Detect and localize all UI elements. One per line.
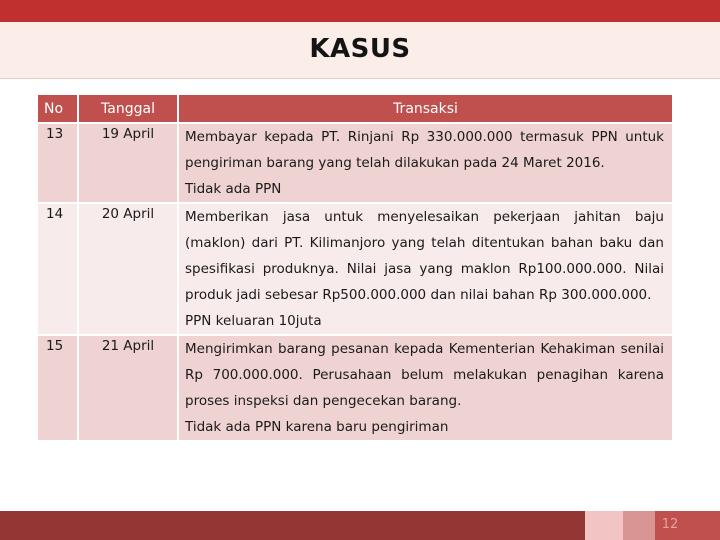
header-transaksi: Transaksi bbox=[178, 95, 672, 123]
row-no-value: 15 bbox=[46, 338, 64, 354]
page-title: KASUS bbox=[309, 34, 411, 64]
footer-block-dark bbox=[0, 511, 585, 540]
top-accent-bar bbox=[0, 0, 720, 22]
row-date bbox=[78, 203, 178, 335]
page-number: 12 bbox=[661, 517, 679, 532]
row-date bbox=[78, 335, 178, 440]
transaction-text: Memberikan jasa untuk menyelesaikan pekerjaan jahitan baju (maklon) dari PT. Kilimanjoro yang telah ditentukan bahan baku dan spesifikasi produknya. Nilai jasa yang maklon Rp100.000.000. Nilai produk jadi sebesar Rp500.000.000 dan nilai bahan Rp 300.000.000. bbox=[185, 209, 664, 303]
row-transaction bbox=[178, 203, 672, 335]
transactions-table bbox=[38, 95, 672, 440]
header-tanggal: Tanggal bbox=[78, 95, 178, 123]
table-row bbox=[38, 335, 672, 440]
row-transaction bbox=[178, 123, 672, 203]
transaction-note: Tidak ada PPN bbox=[185, 181, 282, 197]
row-date bbox=[78, 123, 178, 203]
row-date-value: 19 April bbox=[101, 126, 155, 142]
footer-strip bbox=[0, 511, 720, 540]
row-transaction bbox=[178, 335, 672, 440]
transaction-text: Mengirimkan barang pesanan kepada Kementerian Kehakiman senilai Rp 700.000.000. Perusahaan belum melakukan penagihan karena proses inspeksi dan pengecekan barang. bbox=[185, 341, 664, 409]
transaction-note: Tidak ada PPN karena baru pengiriman bbox=[185, 419, 449, 435]
table-row bbox=[38, 203, 672, 335]
row-no bbox=[38, 335, 78, 440]
row-date-value: 20 April bbox=[101, 206, 155, 222]
row-no-value: 14 bbox=[46, 206, 64, 222]
table-header-row bbox=[38, 95, 672, 123]
transaction-note: PPN keluaran 10juta bbox=[185, 313, 322, 329]
transaction-text: Membayar kepada PT. Rinjani Rp 330.000.000 termasuk PPN untuk pengiriman barang yang telah dilakukan pada 24 Maret 2016. bbox=[185, 129, 664, 171]
row-date-value: 21 April bbox=[101, 338, 155, 354]
header-no: No bbox=[38, 95, 78, 123]
row-no-value: 13 bbox=[46, 126, 64, 142]
row-no bbox=[38, 203, 78, 335]
row-no bbox=[38, 123, 78, 203]
footer-block-pink bbox=[585, 511, 623, 540]
table-row bbox=[38, 123, 672, 203]
